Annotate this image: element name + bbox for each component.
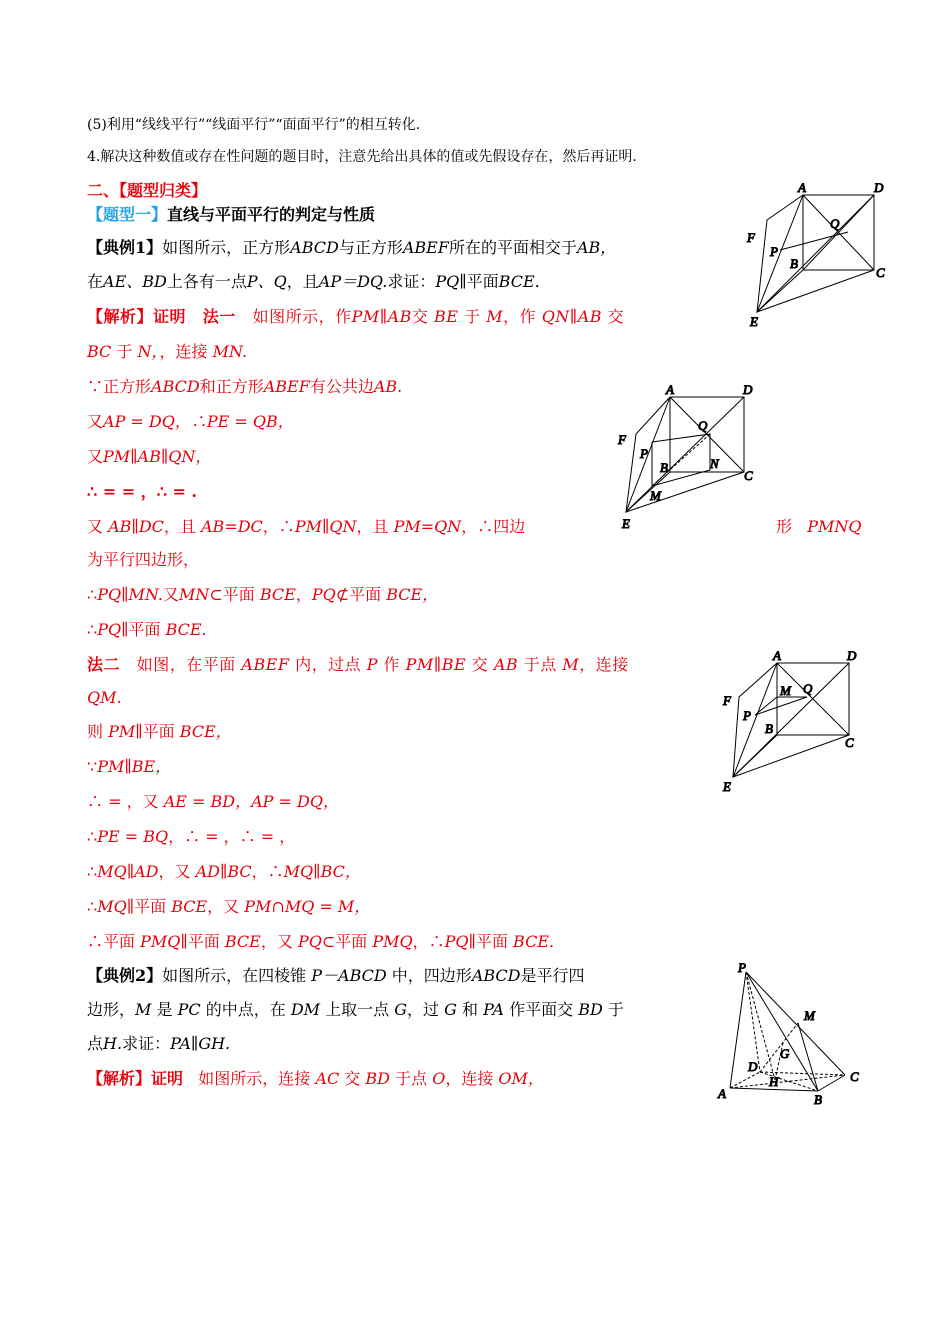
vertex-label: D: [874, 180, 884, 195]
vertex-label: M: [804, 1008, 815, 1023]
figure-cube-3: [715, 645, 875, 800]
solution-line: ∴PE = BQ，∴ = ，∴ = ，: [87, 827, 296, 846]
vertex-label: F: [747, 230, 755, 245]
example2-line1: 【典例2】如图所示，在四棱锥 P－ABCD 中，四边形ABCD是平行四: [87, 966, 585, 985]
figure-cube-1: [740, 180, 900, 330]
solution2-line: 【解析】证明 如图所示，连接 AC 交 BD 于点 O，连接 OM，: [87, 1069, 544, 1088]
vertex-label: A: [773, 648, 781, 663]
vertex-label: P: [640, 446, 648, 461]
solution-line: 又AP = DQ，∴PE = QB，: [87, 412, 294, 431]
solution-line: QM.: [87, 688, 122, 707]
section-heading: 二、【题型归类】: [87, 181, 208, 200]
vertex-label: P: [743, 708, 751, 723]
vertex-label: B: [790, 256, 798, 271]
vertex-label: F: [618, 432, 626, 447]
vertex-label: B: [660, 460, 668, 475]
vertex-label: D: [743, 382, 753, 397]
solution-line: 则 PM∥平面 BCE，: [87, 722, 232, 741]
vertex-label: C: [876, 265, 885, 280]
example1-line1: 【典例1】如图所示，正方形ABCD与正方形ABEF所在的平面相交于AB，: [87, 238, 617, 257]
vertex-label: A: [798, 180, 806, 195]
vertex-label: Q: [830, 216, 840, 231]
solution-line: ∴MQ∥AD，又 AD∥BC，∴MQ∥BC，: [87, 862, 361, 881]
vertex-label: G: [780, 1046, 790, 1061]
solution-line: 【解析】证明 法一 如图所示，作PM∥AB交 BE 于 M，作 QN∥AB 交: [87, 307, 625, 326]
example2-line2: 边形，M 是 PC 的中点，在 DM 上取一点 G，过 G 和 PA 作平面交 BD 于: [87, 1000, 624, 1019]
vertex-label: Q: [803, 681, 813, 696]
solution-line: 又 AB∥DC，且 AB=DC，∴PM∥QN，且 PM=QN，∴四边: [87, 517, 526, 536]
solution-line: BC 于 N，，连接 MN.: [87, 342, 248, 361]
vertex-label: A: [666, 382, 674, 397]
vertex-label: B: [765, 721, 773, 736]
vertex-label: C: [845, 735, 854, 750]
example2-line3: 点H.求证：PA∥GH.: [87, 1034, 231, 1053]
vertex-label: F: [723, 693, 731, 708]
vertex-label: D: [748, 1059, 758, 1074]
vertex-label: D: [847, 648, 857, 663]
solution-line: ∵PM∥BE，: [87, 757, 172, 776]
vertex-label: C: [744, 468, 753, 483]
solution-line: ∵正方形ABCD和正方形ABEF有公共边AB.: [87, 377, 403, 396]
solution-line: 为平行四边形，: [87, 550, 200, 569]
vertex-label: N: [710, 456, 719, 471]
vertex-label: A: [718, 1086, 726, 1101]
solution-line: ∴PQ∥平面 BCE.: [87, 620, 207, 639]
vertex-label: M: [780, 683, 791, 698]
type-title: 直线与平面平行的判定与性质: [167, 205, 376, 224]
solution-line: ∴ = ，又 AE = BD，AP = DQ，: [87, 792, 339, 811]
vertex-label: P: [738, 960, 746, 975]
solution-line: ∴PQ∥MN.又MN⊂平面 BCE，PQ⊄平面 BCE，: [87, 585, 439, 604]
type-heading: [87, 204, 375, 226]
solution-line: ∴MQ∥平面 BCE，又 PM∩MQ = M，: [87, 897, 371, 916]
solution-line: 又PM∥AB∥QN，: [87, 447, 212, 466]
vertex-label: E: [723, 779, 731, 794]
type-tag: 【题型一】: [87, 205, 168, 224]
vertex-label: B: [814, 1092, 822, 1107]
vertex-label: M: [650, 488, 661, 503]
vertex-label: E: [622, 516, 630, 531]
text-line: 4.解决这种数值或存在性问题的题目时，注意先给出具体的值或先假设存在，然后再证明.: [87, 149, 637, 165]
vertex-label: H: [769, 1074, 779, 1089]
solution-line: 法二 如图，在平面 ABEF 内，过点 P 作 PM∥BE 交 AB 于点 M，连接: [87, 655, 629, 674]
vertex-label: E: [750, 314, 758, 329]
solution-line-tail: 形 PMNQ: [776, 517, 862, 536]
example1-line2: 在AE、BD上各有一点P、Q，且AP＝DQ.求证：PQ∥平面BCE.: [87, 272, 540, 291]
solution-line: ∴平面 PMQ∥平面 BCE，又 PQ⊂平面 PMQ，∴PQ∥平面 BCE.: [87, 932, 555, 951]
solution-line: ∴ = = ，∴ = .: [87, 482, 198, 501]
figure-pyramid: [710, 958, 870, 1108]
text-line: (5)利用“线线平行”“线面平行”“面面平行”的相互转化.: [87, 117, 421, 133]
vertex-label: P: [770, 244, 778, 259]
vertex-label: C: [850, 1069, 859, 1084]
vertex-label: Q: [698, 418, 708, 433]
figure-cube-2: [610, 382, 770, 537]
